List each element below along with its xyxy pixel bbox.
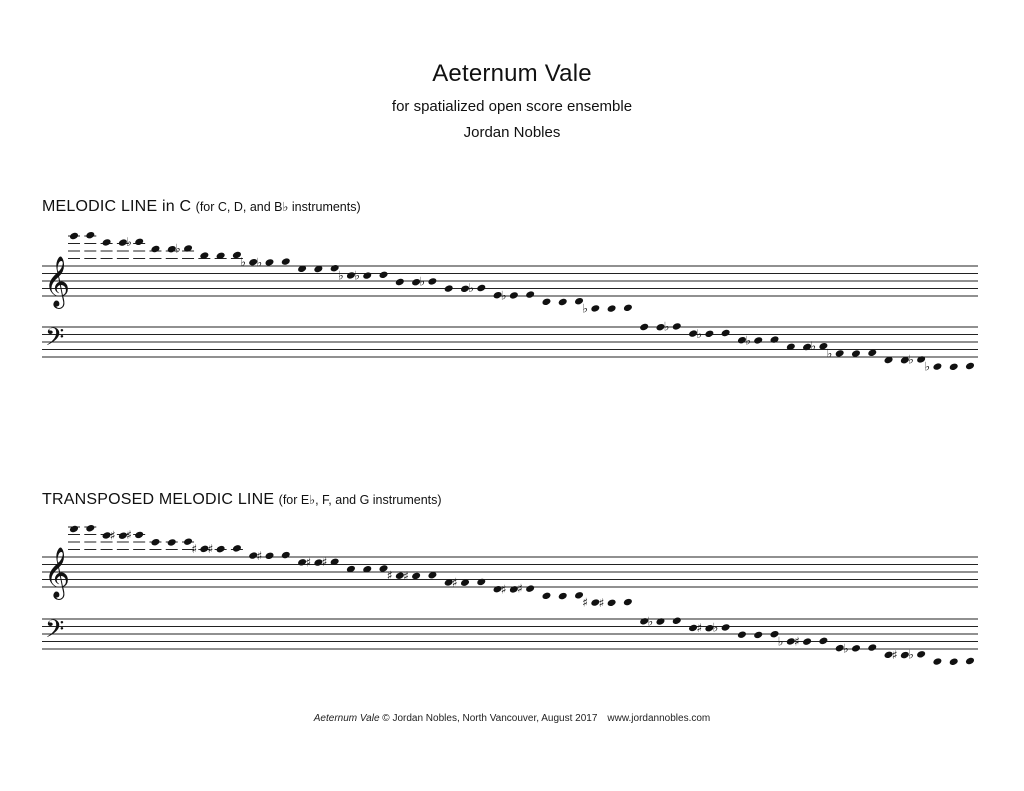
note-head-icon [835, 349, 845, 358]
sharp-icon: ♯ [598, 595, 605, 610]
treble-clef-icon: 𝄞 [44, 547, 71, 598]
note-head-icon [623, 303, 633, 312]
sharp-icon: ♯ [451, 575, 458, 590]
sharp-icon: ♯ [321, 554, 328, 569]
section-title: MELODIC LINE in C [42, 198, 192, 215]
flat-icon: ♭ [419, 274, 426, 289]
score-subtitle: for spatialized open score ensemble [391, 98, 633, 115]
note-head-icon [949, 657, 959, 666]
footer-work-title: Aeternum Vale [313, 713, 380, 724]
note-head-icon [932, 362, 942, 371]
sharp-icon: ♯ [403, 568, 409, 583]
flat-icon: ♭ [810, 339, 817, 354]
section-title: TRANSPOSED MELODIC LINE [42, 491, 275, 508]
flat-icon: ♭ [826, 346, 833, 361]
note-head-icon [558, 298, 568, 307]
note-head-icon [264, 551, 274, 560]
sharp-icon: ♯ [517, 581, 523, 596]
note-head-icon [558, 592, 568, 601]
note-head-icon [134, 237, 144, 246]
note-head-icon [704, 329, 714, 338]
note-head-icon [134, 531, 144, 540]
note-head-icon [965, 362, 975, 371]
note-head-icon [949, 362, 959, 371]
note-head-icon [753, 631, 763, 640]
note-head-icon [264, 258, 274, 267]
flat-icon: ♭ [354, 268, 360, 283]
sharp-icon: ♭ [908, 647, 914, 662]
sharp-icon: ♯ [386, 568, 393, 583]
note-head-icon [916, 650, 926, 659]
note-head-icon [818, 637, 828, 646]
sharp-icon: ♭ [842, 641, 849, 656]
note-head-icon [85, 231, 95, 240]
bass-clef-icon: 𝄢 [45, 323, 65, 358]
note-head-icon [476, 284, 486, 293]
score-title: Aeternum Vale [432, 60, 592, 87]
note-head-icon [427, 277, 437, 286]
note-head-icon [167, 538, 177, 547]
sharp-icon: ♯ [500, 582, 507, 597]
note-head-icon [69, 232, 79, 241]
note-head-icon [672, 322, 682, 331]
note-head-icon [769, 335, 779, 344]
note-head-icon [737, 630, 747, 639]
note-head-icon [590, 304, 600, 313]
sharp-icon: ♯ [256, 548, 263, 563]
note-head-icon [672, 616, 682, 625]
sharp-icon: ♯ [191, 541, 198, 556]
note-head-icon [395, 278, 405, 287]
flat-icon: ♭ [924, 359, 931, 374]
note-head-icon [379, 270, 389, 279]
sharp-icon: ♯ [126, 527, 132, 542]
sharp-icon: ♯ [582, 595, 589, 610]
footer-copyright: © Jordan Nobles, North Vancouver, August 2017 [379, 713, 598, 724]
note-head-icon [509, 291, 519, 300]
treble-clef-icon: 𝄞 [44, 256, 71, 307]
section-subtitle: (for E♭, F, and G instruments) [278, 493, 442, 507]
note-head-icon [721, 623, 731, 632]
bass-clef-icon: 𝄢 [45, 615, 65, 650]
note-head-icon [867, 643, 877, 652]
note-head-icon [655, 617, 665, 626]
footer-credit [0, 713, 1024, 724]
note-head-icon [281, 551, 291, 560]
sharp-icon: ♯ [305, 555, 312, 570]
flat-icon: ♭ [126, 234, 132, 249]
flat-icon: ♭ [256, 255, 263, 270]
flat-icon: ♭ [663, 319, 670, 334]
note-head-icon [476, 578, 486, 587]
flat-icon: ♭ [745, 333, 751, 348]
sharp-icon: ♯ [207, 542, 214, 557]
flat-icon: ♭ [468, 281, 474, 295]
footer-url[interactable]: www.jordannobles.com [607, 713, 711, 724]
note-head-icon [851, 644, 861, 653]
composer-name: Jordan Nobles [463, 124, 561, 141]
note-head-icon [721, 329, 731, 338]
note-head-icon [541, 591, 551, 600]
section-subtitle: (for C, D, and B♭ instruments) [195, 200, 361, 214]
flat-icon: ♭ [500, 288, 507, 303]
sharp-icon: ♭ [647, 614, 654, 629]
note-head-icon [802, 637, 812, 646]
note-head-icon [362, 271, 372, 280]
sharp-icon: ♭ [777, 634, 784, 649]
note-head-icon [607, 304, 617, 313]
note-head-icon [150, 245, 160, 254]
note-head-icon [525, 290, 535, 299]
sharp-icon: ♯ [696, 621, 703, 636]
note-head-icon [444, 284, 454, 293]
note-head-icon [150, 538, 160, 547]
note-head-icon [932, 657, 942, 666]
note-head-icon [281, 257, 291, 266]
sharp-icon: ♯ [794, 634, 800, 649]
flat-icon: ♭ [240, 255, 246, 270]
note-head-icon [232, 544, 242, 553]
note-head-icon [541, 297, 551, 306]
flat-icon: ♭ [908, 352, 914, 367]
flat-icon: ♭ [582, 301, 588, 316]
note-head-icon [639, 323, 649, 332]
flat-icon: ♭ [696, 326, 703, 341]
note-head-icon [102, 238, 112, 247]
sharp-icon: ♯ [891, 648, 898, 663]
note-head-icon [753, 336, 763, 345]
flat-icon: ♭ [337, 268, 344, 283]
sharp-icon: ♯ [109, 528, 116, 543]
note-head-icon [69, 525, 79, 534]
note-head-icon [85, 524, 95, 533]
note-head-icon [607, 598, 617, 607]
note-head-icon [216, 545, 226, 554]
note-head-icon [525, 584, 535, 593]
note-head-icon [623, 598, 633, 607]
note-head-icon [965, 657, 975, 666]
sharp-icon: ♭ [712, 620, 719, 635]
flat-icon: ♭ [175, 241, 181, 256]
